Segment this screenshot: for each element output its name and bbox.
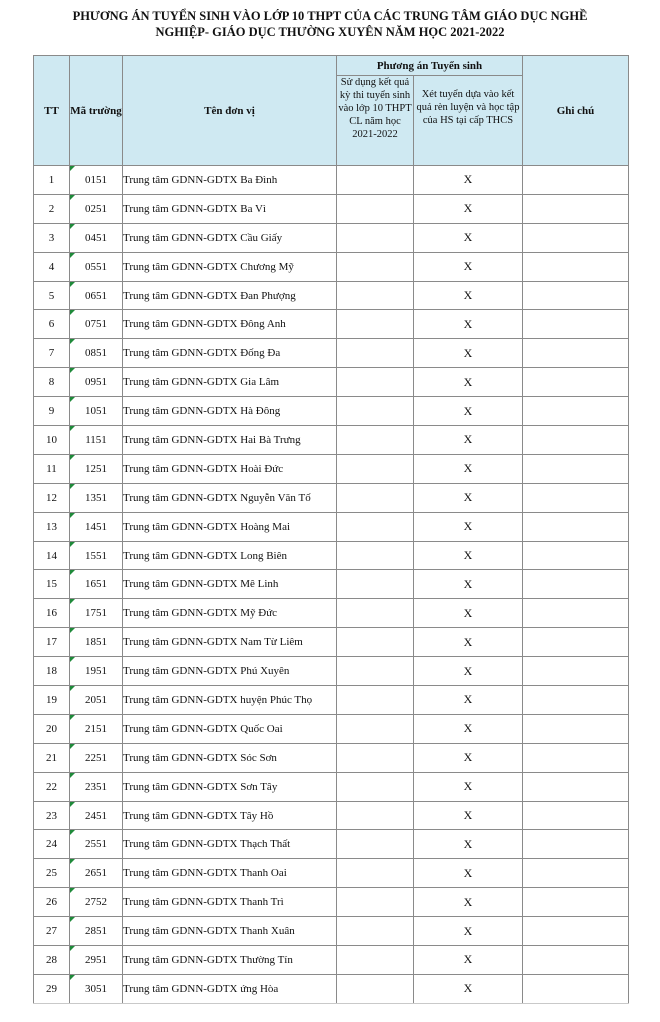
option-review-cell[interactable]: X <box>414 657 523 686</box>
note-cell[interactable] <box>523 628 629 657</box>
school-code-cell[interactable]: 1151 <box>70 426 123 455</box>
document-title <box>30 8 630 40</box>
note-cell[interactable] <box>523 743 629 772</box>
table-row <box>34 252 629 281</box>
option-exam-cell[interactable] <box>337 310 414 339</box>
table-row <box>34 830 629 859</box>
school-code-cell[interactable]: 2752 <box>70 888 123 917</box>
table-row <box>34 946 629 975</box>
unit-name-cell[interactable]: Trung tâm GDNN-GDTX Thanh Xuân <box>123 917 337 946</box>
note-cell[interactable] <box>523 223 629 252</box>
note-cell[interactable] <box>523 599 629 628</box>
option-exam-cell[interactable] <box>337 281 414 310</box>
table-row <box>34 541 629 570</box>
unit-name-cell[interactable]: Trung tâm GDNN-GDTX Thường Tín <box>123 946 337 975</box>
option-review-cell[interactable]: X <box>414 223 523 252</box>
row-tt-cell[interactable]: 1 <box>34 166 70 195</box>
option-exam-cell[interactable] <box>337 946 414 975</box>
option-review-cell[interactable]: X <box>414 310 523 339</box>
option-review-cell[interactable]: X <box>414 541 523 570</box>
row-tt-cell[interactable]: 10 <box>34 426 70 455</box>
option-review-cell[interactable]: X <box>414 772 523 801</box>
title-line-2: NGHIỆP- GIÁO DỤC THƯỜNG XUYÊN NĂM HỌC 2021-2022 <box>155 25 505 39</box>
table-row <box>34 974 629 1003</box>
option-review-cell[interactable]: X <box>414 830 523 859</box>
table-row <box>34 194 629 223</box>
school-code-cell[interactable]: 0751 <box>70 310 123 339</box>
option-exam-cell[interactable] <box>337 830 414 859</box>
row-tt-cell[interactable]: 13 <box>34 512 70 541</box>
unit-name-cell[interactable]: Trung tâm GDNN-GDTX Phú Xuyên <box>123 657 337 686</box>
unit-name-cell[interactable]: Trung tâm GDNN-GDTX Thanh Trì <box>123 888 337 917</box>
note-cell[interactable] <box>523 859 629 888</box>
row-tt-cell[interactable]: 9 <box>34 397 70 426</box>
table-row <box>34 339 629 368</box>
row-tt-cell[interactable]: 6 <box>34 310 70 339</box>
school-code-cell[interactable]: 1251 <box>70 454 123 483</box>
note-cell[interactable] <box>523 570 629 599</box>
option-exam-cell[interactable] <box>337 570 414 599</box>
school-code-cell[interactable]: 0451 <box>70 223 123 252</box>
option-review-cell[interactable]: X <box>414 194 523 223</box>
header-option-exam[interactable]: Sử dụng kết quả kỳ thi tuyển sinh vào lớp 10 THPT CL năm học 2021-2022 <box>337 76 414 166</box>
unit-name-cell[interactable]: Trung tâm GDNN-GDTX ứng Hòa <box>123 974 337 1003</box>
row-tt-cell[interactable]: 24 <box>34 830 70 859</box>
school-code-cell[interactable]: 0151 <box>70 166 123 195</box>
school-code-cell[interactable]: 2351 <box>70 772 123 801</box>
note-cell[interactable] <box>523 368 629 397</box>
option-exam-cell[interactable] <box>337 368 414 397</box>
option-exam-cell[interactable] <box>337 917 414 946</box>
option-review-cell[interactable]: X <box>414 339 523 368</box>
option-review-cell[interactable]: X <box>414 743 523 772</box>
school-code-cell[interactable]: 2251 <box>70 743 123 772</box>
option-exam-cell[interactable] <box>337 397 414 426</box>
table-row <box>34 714 629 743</box>
option-exam-cell[interactable] <box>337 483 414 512</box>
option-exam-cell[interactable] <box>337 512 414 541</box>
table-row <box>34 166 629 195</box>
option-exam-cell[interactable] <box>337 541 414 570</box>
note-cell[interactable] <box>523 541 629 570</box>
row-tt-cell[interactable]: 14 <box>34 541 70 570</box>
note-cell[interactable] <box>523 397 629 426</box>
row-tt-cell[interactable]: 2 <box>34 194 70 223</box>
header-phuong-an[interactable]: Phương án Tuyển sinh <box>337 56 523 76</box>
row-tt-cell[interactable]: 5 <box>34 281 70 310</box>
row-tt-cell[interactable]: 20 <box>34 714 70 743</box>
table-row <box>34 599 629 628</box>
unit-name-cell[interactable]: Trung tâm GDNN-GDTX Đống Đa <box>123 339 337 368</box>
school-code-cell[interactable]: 1651 <box>70 570 123 599</box>
unit-name-cell[interactable]: Trung tâm GDNN-GDTX Hoàng Mai <box>123 512 337 541</box>
option-exam-cell[interactable] <box>337 599 414 628</box>
unit-name-cell[interactable]: Trung tâm GDNN-GDTX Mỹ Đức <box>123 599 337 628</box>
table-row <box>34 917 629 946</box>
option-review-cell[interactable]: X <box>414 599 523 628</box>
school-code-cell[interactable]: 3051 <box>70 974 123 1003</box>
unit-name-cell[interactable]: Trung tâm GDNN-GDTX Gia Lâm <box>123 368 337 397</box>
option-review-cell[interactable]: X <box>414 454 523 483</box>
option-review-cell[interactable]: X <box>414 686 523 715</box>
school-code-cell[interactable]: 1351 <box>70 483 123 512</box>
school-code-cell[interactable]: 0251 <box>70 194 123 223</box>
unit-name-cell[interactable]: Trung tâm GDNN-GDTX huyện Phúc Thọ <box>123 686 337 715</box>
note-cell[interactable] <box>523 483 629 512</box>
note-cell[interactable] <box>523 281 629 310</box>
row-tt-cell[interactable]: 28 <box>34 946 70 975</box>
option-review-cell[interactable]: X <box>414 859 523 888</box>
row-tt-cell[interactable]: 18 <box>34 657 70 686</box>
row-tt-cell[interactable]: 26 <box>34 888 70 917</box>
table-row <box>34 743 629 772</box>
note-cell[interactable] <box>523 946 629 975</box>
row-tt-cell[interactable]: 17 <box>34 628 70 657</box>
note-cell[interactable] <box>523 454 629 483</box>
note-cell[interactable] <box>523 166 629 195</box>
unit-name-cell[interactable]: Trung tâm GDNN-GDTX Long Biên <box>123 541 337 570</box>
unit-name-cell[interactable]: Trung tâm GDNN-GDTX Hà Đông <box>123 397 337 426</box>
row-tt-cell[interactable]: 4 <box>34 252 70 281</box>
note-cell[interactable] <box>523 194 629 223</box>
option-exam-cell[interactable] <box>337 686 414 715</box>
row-tt-cell[interactable]: 27 <box>34 917 70 946</box>
option-review-cell[interactable]: X <box>414 801 523 830</box>
table-row <box>34 859 629 888</box>
option-exam-cell[interactable] <box>337 252 414 281</box>
table-row <box>34 426 629 455</box>
unit-name-cell[interactable]: Trung tâm GDNN-GDTX Hoài Đức <box>123 454 337 483</box>
option-review-cell[interactable]: X <box>414 714 523 743</box>
option-exam-cell[interactable] <box>337 714 414 743</box>
note-cell[interactable] <box>523 917 629 946</box>
school-code-cell[interactable]: 2651 <box>70 859 123 888</box>
row-tt-cell[interactable]: 22 <box>34 772 70 801</box>
option-review-cell[interactable]: X <box>414 946 523 975</box>
unit-name-cell[interactable]: Trung tâm GDNN-GDTX Cầu Giấy <box>123 223 337 252</box>
school-code-cell[interactable]: 0551 <box>70 252 123 281</box>
row-tt-cell[interactable]: 19 <box>34 686 70 715</box>
school-code-cell[interactable]: 2551 <box>70 830 123 859</box>
option-exam-cell[interactable] <box>337 859 414 888</box>
option-review-cell[interactable]: X <box>414 628 523 657</box>
row-tt-cell[interactable]: 16 <box>34 599 70 628</box>
table-row <box>34 772 629 801</box>
option-exam-cell[interactable] <box>337 454 414 483</box>
option-exam-cell[interactable] <box>337 743 414 772</box>
school-code-cell[interactable]: 1051 <box>70 397 123 426</box>
school-code-cell[interactable]: 2051 <box>70 686 123 715</box>
unit-name-cell[interactable]: Trung tâm GDNN-GDTX Thanh Oai <box>123 859 337 888</box>
header-option-review[interactable]: Xét tuyển dựa vào kết quả rèn luyện và học tập của HS tại cấp THCS <box>414 76 523 166</box>
table-row <box>34 281 629 310</box>
admission-table <box>33 55 629 1004</box>
table-row <box>34 570 629 599</box>
note-cell[interactable] <box>523 801 629 830</box>
option-review-cell[interactable]: X <box>414 917 523 946</box>
option-review-cell[interactable]: X <box>414 166 523 195</box>
option-exam-cell[interactable] <box>337 657 414 686</box>
option-exam-cell[interactable] <box>337 426 414 455</box>
option-exam-cell[interactable] <box>337 223 414 252</box>
school-code-cell[interactable]: 0651 <box>70 281 123 310</box>
row-tt-cell[interactable]: 12 <box>34 483 70 512</box>
table-row <box>34 888 629 917</box>
unit-name-cell[interactable]: Trung tâm GDNN-GDTX Thạch Thất <box>123 830 337 859</box>
school-code-cell[interactable]: 1751 <box>70 599 123 628</box>
option-review-cell[interactable]: X <box>414 397 523 426</box>
option-review-cell[interactable]: X <box>414 483 523 512</box>
option-review-cell[interactable]: X <box>414 512 523 541</box>
row-tt-cell[interactable]: 11 <box>34 454 70 483</box>
unit-name-cell[interactable]: Trung tâm GDNN-GDTX Hai Bà Trưng <box>123 426 337 455</box>
note-cell[interactable] <box>523 974 629 1003</box>
table-row <box>34 512 629 541</box>
note-cell[interactable] <box>523 772 629 801</box>
table-row <box>34 310 629 339</box>
table-row <box>34 657 629 686</box>
table-row <box>34 368 629 397</box>
row-tt-cell[interactable]: 21 <box>34 743 70 772</box>
school-code-cell[interactable]: 1951 <box>70 657 123 686</box>
school-code-cell[interactable]: 1451 <box>70 512 123 541</box>
unit-name-cell[interactable]: Trung tâm GDNN-GDTX Nguyễn Văn Tố <box>123 483 337 512</box>
row-tt-cell[interactable]: 8 <box>34 368 70 397</box>
note-cell[interactable] <box>523 830 629 859</box>
option-exam-cell[interactable] <box>337 888 414 917</box>
school-code-cell[interactable]: 2151 <box>70 714 123 743</box>
school-code-cell[interactable]: 0951 <box>70 368 123 397</box>
option-exam-cell[interactable] <box>337 194 414 223</box>
row-tt-cell[interactable]: 15 <box>34 570 70 599</box>
unit-name-cell[interactable]: Trung tâm GDNN-GDTX Đan Phượng <box>123 281 337 310</box>
option-exam-cell[interactable] <box>337 166 414 195</box>
unit-name-cell[interactable]: Trung tâm GDNN-GDTX Tây Hồ <box>123 801 337 830</box>
option-review-cell[interactable]: X <box>414 974 523 1003</box>
unit-name-cell[interactable]: Trung tâm GDNN-GDTX Sóc Sơn <box>123 743 337 772</box>
row-tt-cell[interactable]: 25 <box>34 859 70 888</box>
school-code-cell[interactable]: 2451 <box>70 801 123 830</box>
note-cell[interactable] <box>523 310 629 339</box>
header-ma-truong[interactable]: Mã trường <box>70 56 123 166</box>
note-cell[interactable] <box>523 252 629 281</box>
option-review-cell[interactable]: X <box>414 281 523 310</box>
table-row <box>34 454 629 483</box>
table-row <box>34 223 629 252</box>
option-review-cell[interactable]: X <box>414 252 523 281</box>
option-exam-cell[interactable] <box>337 772 414 801</box>
option-review-cell[interactable]: X <box>414 570 523 599</box>
header-ten-don-vi[interactable]: Tên đơn vị <box>123 56 337 166</box>
header-ghi-chu[interactable]: Ghi chú <box>523 56 629 166</box>
option-review-cell[interactable]: X <box>414 888 523 917</box>
school-code-cell[interactable]: 0851 <box>70 339 123 368</box>
table-row <box>34 801 629 830</box>
note-cell[interactable] <box>523 426 629 455</box>
header-tt[interactable]: TT <box>34 56 70 166</box>
table-row <box>34 628 629 657</box>
option-exam-cell[interactable] <box>337 628 414 657</box>
unit-name-cell[interactable]: Trung tâm GDNN-GDTX Đông Anh <box>123 310 337 339</box>
option-exam-cell[interactable] <box>337 801 414 830</box>
option-exam-cell[interactable] <box>337 974 414 1003</box>
unit-name-cell[interactable]: Trung tâm GDNN-GDTX Ba Vì <box>123 194 337 223</box>
note-cell[interactable] <box>523 714 629 743</box>
table-row <box>34 483 629 512</box>
unit-name-cell[interactable]: Trung tâm GDNN-GDTX Mê Linh <box>123 570 337 599</box>
school-code-cell[interactable]: 2951 <box>70 946 123 975</box>
unit-name-cell[interactable]: Trung tâm GDNN-GDTX Quốc Oai <box>123 714 337 743</box>
unit-name-cell[interactable]: Trung tâm GDNN-GDTX Chương Mỹ <box>123 252 337 281</box>
note-cell[interactable] <box>523 686 629 715</box>
row-tt-cell[interactable]: 7 <box>34 339 70 368</box>
table-row <box>34 397 629 426</box>
note-cell[interactable] <box>523 657 629 686</box>
option-review-cell[interactable]: X <box>414 426 523 455</box>
title-line-1: PHƯƠNG ÁN TUYỂN SINH VÀO LỚP 10 THPT CỦA CÁC TRUNG TÂM GIÁO DỤC NGHỀ <box>72 9 588 23</box>
note-cell[interactable] <box>523 339 629 368</box>
unit-name-cell[interactable]: Trung tâm GDNN-GDTX Sơn Tây <box>123 772 337 801</box>
row-tt-cell[interactable]: 23 <box>34 801 70 830</box>
note-cell[interactable] <box>523 512 629 541</box>
sheet-gridline <box>33 1003 629 1004</box>
row-tt-cell[interactable]: 29 <box>34 974 70 1003</box>
option-exam-cell[interactable] <box>337 339 414 368</box>
table-row <box>34 686 629 715</box>
school-code-cell[interactable]: 1851 <box>70 628 123 657</box>
row-tt-cell[interactable]: 3 <box>34 223 70 252</box>
option-review-cell[interactable]: X <box>414 368 523 397</box>
unit-name-cell[interactable]: Trung tâm GDNN-GDTX Nam Từ Liêm <box>123 628 337 657</box>
school-code-cell[interactable]: 2851 <box>70 917 123 946</box>
unit-name-cell[interactable]: Trung tâm GDNN-GDTX Ba Đình <box>123 166 337 195</box>
school-code-cell[interactable]: 1551 <box>70 541 123 570</box>
note-cell[interactable] <box>523 888 629 917</box>
